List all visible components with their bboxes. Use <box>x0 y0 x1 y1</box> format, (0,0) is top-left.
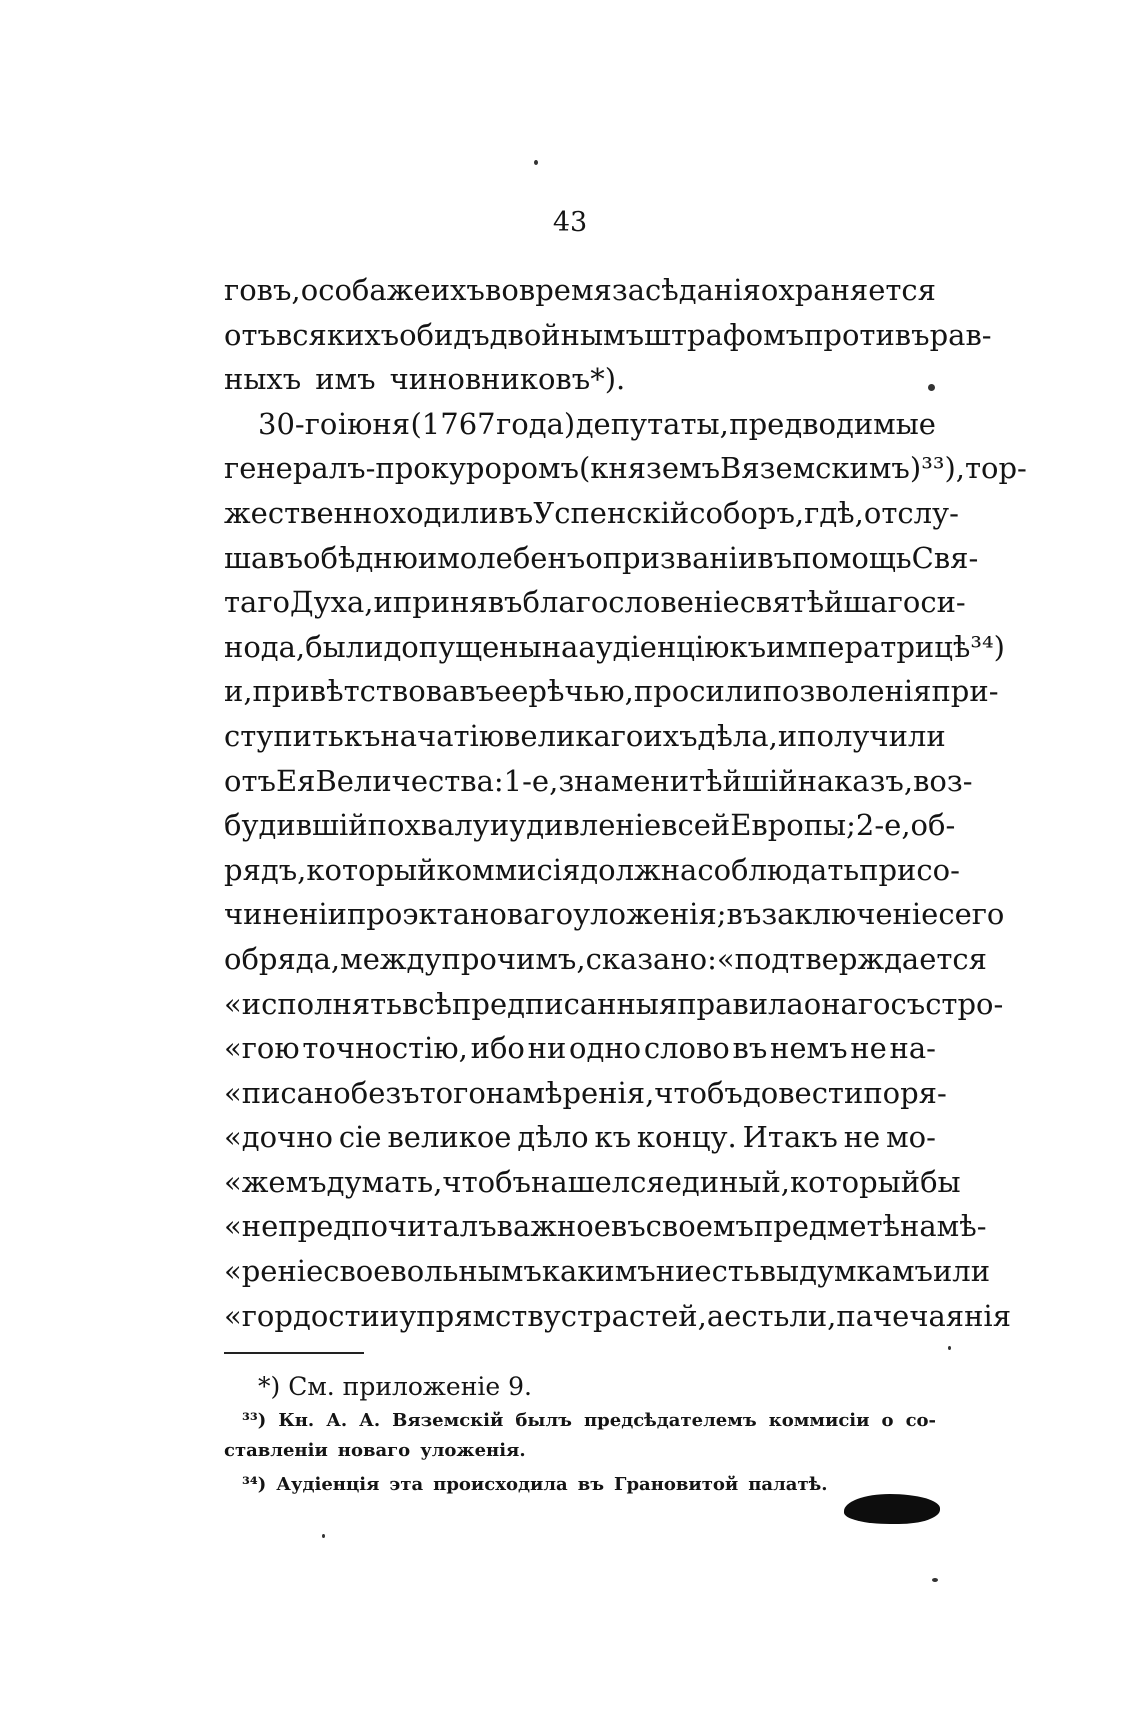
word: выдумкамъ <box>759 1254 933 1289</box>
text-line <box>224 982 1004 1027</box>
word: одно <box>569 1031 642 1066</box>
word: получили <box>797 718 946 753</box>
text-line <box>224 1204 987 1249</box>
footnote-33-line <box>224 1406 936 1436</box>
word: «дочно <box>224 1120 334 1155</box>
word: Кн. <box>278 1410 315 1431</box>
word: просили <box>633 674 763 709</box>
word: въ <box>726 897 762 932</box>
word: эта <box>389 1474 424 1495</box>
word: единый, <box>664 1164 791 1199</box>
word: шавъ <box>224 540 304 575</box>
word: нашелся <box>531 1164 665 1199</box>
word: намѣренія, <box>485 1075 655 1110</box>
word: предсѣдателемъ <box>583 1410 757 1431</box>
word: 2-е, <box>855 808 911 843</box>
word: въ <box>610 1209 646 1244</box>
word: таго <box>224 585 290 620</box>
word: будившій <box>224 808 368 843</box>
word: чтобъ <box>654 1075 743 1110</box>
word: (княземъ <box>578 451 721 486</box>
word: (1767 <box>410 406 496 441</box>
word: прочимъ, <box>441 941 586 976</box>
word: рав- <box>929 317 992 352</box>
body-text <box>224 268 1027 1338</box>
word: особа <box>300 273 387 307</box>
word: похвалу <box>367 808 490 843</box>
text-line <box>224 1026 936 1071</box>
text-line <box>224 491 959 536</box>
word: намѣ- <box>900 1209 987 1244</box>
word: онаго <box>803 986 891 1021</box>
word: коммисіи <box>768 1410 870 1431</box>
footnotes <box>224 1368 936 1500</box>
word: паче <box>836 1298 910 1333</box>
footnote-33-line <box>224 1436 936 1466</box>
text-line <box>224 402 936 447</box>
word: сказано: <box>585 941 717 976</box>
word: нода, <box>224 629 306 664</box>
word: си- <box>920 585 966 620</box>
word: чтобъ <box>442 1164 532 1199</box>
word: іюня <box>337 406 410 441</box>
word: призваніи <box>602 540 758 575</box>
word: того <box>419 1075 486 1110</box>
word: происходила <box>433 1474 568 1495</box>
word: новаго <box>470 897 574 932</box>
word: страстей, <box>560 1298 707 1333</box>
text-line <box>224 580 966 625</box>
word: засѣданія <box>611 273 761 307</box>
word: со- <box>916 852 960 887</box>
word: жественно <box>224 495 390 530</box>
word: есть <box>694 1254 760 1289</box>
word: своемъ <box>645 1209 754 1244</box>
word: А. <box>326 1410 348 1431</box>
word: палатѣ. <box>748 1474 828 1495</box>
word: А. <box>359 1410 381 1431</box>
word: къ <box>729 629 767 664</box>
word: года) <box>496 406 576 441</box>
word: ее <box>494 674 529 709</box>
word: о <box>881 1410 894 1431</box>
word: соборъ, <box>689 495 805 530</box>
word: или <box>932 1254 991 1289</box>
ink-speck <box>948 1346 951 1350</box>
ink-speck <box>928 384 935 391</box>
ink-blot <box>844 1494 940 1524</box>
word: ³³) <box>242 1410 267 1431</box>
word: чиновниковъ*). <box>389 362 626 397</box>
word: который <box>790 1164 921 1199</box>
footnote-34 <box>224 1470 936 1500</box>
word: «реніе <box>224 1254 324 1289</box>
word: думать, <box>326 1164 443 1199</box>
word: ходили <box>389 495 499 530</box>
word: обѣдню <box>303 540 418 575</box>
word: охраняется <box>760 273 936 307</box>
word: «исполнять <box>224 986 402 1021</box>
word: 30-го <box>258 406 338 441</box>
page-number: 43 <box>552 207 588 238</box>
word: удивленіе <box>509 808 662 843</box>
word: проэкта <box>346 897 470 932</box>
word: ступить <box>224 718 344 753</box>
word: Итакъ <box>742 1120 838 1155</box>
word: о <box>585 540 603 575</box>
word: Европы; <box>730 808 856 843</box>
word: ныхъ <box>224 362 302 397</box>
word: стро- <box>925 986 1004 1021</box>
word: точностію, <box>302 1031 468 1066</box>
word: рѣчью, <box>528 674 634 709</box>
word: Свя- <box>911 540 979 575</box>
text-line <box>224 446 1027 491</box>
word: Духа, <box>290 585 374 620</box>
word: къ <box>594 1120 632 1155</box>
word: мо- <box>886 1120 936 1155</box>
word: святѣйшаго <box>739 585 921 620</box>
word: ни <box>655 1254 695 1289</box>
word: концу. <box>636 1120 737 1155</box>
footnote-divider <box>224 1352 364 1354</box>
text-line <box>224 848 960 893</box>
word: привѣтствовавъ <box>252 674 495 709</box>
text-line <box>224 625 1005 670</box>
word: всѣ <box>401 986 453 1021</box>
word: соблюдать <box>697 852 860 887</box>
word: и <box>489 808 510 843</box>
text-line <box>224 937 987 982</box>
word: знаменитѣйшій <box>558 763 798 798</box>
word: уложенія; <box>573 897 727 932</box>
word: «жемъ <box>224 1164 327 1199</box>
word: и <box>373 585 393 620</box>
word: благословеніе <box>522 585 740 620</box>
word: чаянія <box>909 1298 1011 1333</box>
word: на <box>541 629 579 664</box>
word: императрицѣ³⁴) <box>766 629 1005 664</box>
word: при- <box>931 674 999 709</box>
word: сіе <box>338 1120 382 1155</box>
word: воз- <box>913 763 973 798</box>
word: довести <box>742 1075 864 1110</box>
text-line <box>224 1160 961 1205</box>
ink-speck <box>534 160 538 165</box>
word: который <box>306 852 437 887</box>
word: великаго <box>504 718 644 753</box>
word: позволенія <box>762 674 932 709</box>
word: ихъ <box>430 273 485 307</box>
word: ихъ <box>643 718 698 753</box>
word: безъ <box>350 1075 420 1110</box>
word: предпочиталъ <box>278 1209 497 1244</box>
word: Вяземскимъ)³³), <box>720 451 965 486</box>
word: дѣла, <box>697 718 778 753</box>
word: а <box>706 1298 725 1333</box>
word: ни <box>527 1031 567 1066</box>
word: Величества: <box>315 763 504 798</box>
word: какимъ <box>541 1254 656 1289</box>
text-line <box>224 892 1005 937</box>
word: молебенъ <box>437 540 586 575</box>
word: были <box>305 629 384 664</box>
ink-speck <box>322 1534 325 1538</box>
word: важное <box>496 1209 611 1244</box>
word: всей <box>661 808 731 843</box>
text-line <box>224 1115 936 1160</box>
word: отъ <box>224 317 276 352</box>
word: со- <box>905 1410 936 1431</box>
word: бы <box>920 1164 961 1199</box>
word: имъ <box>315 362 376 397</box>
word: слово <box>643 1031 730 1066</box>
word: не <box>850 1031 887 1066</box>
text-line <box>224 803 956 848</box>
text-line <box>224 669 999 714</box>
word: въ <box>757 540 793 575</box>
word: принявъ <box>392 585 523 620</box>
text-line <box>224 714 946 759</box>
word: немъ <box>770 1031 848 1066</box>
word: ставленіи <box>224 1440 328 1461</box>
word: всякихъ <box>275 317 400 352</box>
word: отъ <box>224 763 276 798</box>
word: заключеніе <box>761 897 939 932</box>
word: штрафомъ <box>644 317 805 352</box>
word: рядъ, <box>224 852 307 887</box>
word: Грановитой <box>614 1474 739 1495</box>
word: Аудіенція <box>276 1474 380 1495</box>
word: «писано <box>224 1075 351 1110</box>
word: «подтверждается <box>716 941 987 976</box>
text-line <box>224 536 979 581</box>
word: допущены <box>383 629 542 664</box>
word: не <box>843 1120 881 1155</box>
word: во <box>485 273 519 307</box>
word: предметѣ <box>753 1209 901 1244</box>
word: и, <box>224 674 253 709</box>
word: къ <box>343 718 381 753</box>
word: дѣло <box>517 1120 589 1155</box>
word: противъ <box>804 317 930 352</box>
word: Ея <box>275 763 316 798</box>
word: и <box>379 1298 400 1333</box>
word: депутаты, <box>575 406 729 441</box>
text-line <box>224 313 992 358</box>
word: естьли, <box>724 1298 837 1333</box>
text-line <box>224 268 936 313</box>
word: былъ <box>515 1410 572 1431</box>
word: генералъ-прокуроромъ <box>224 451 579 486</box>
text-line <box>224 1294 1011 1339</box>
word: и <box>777 718 798 753</box>
word: «гордости <box>224 1298 380 1333</box>
word: ³⁴) <box>242 1474 267 1495</box>
word: гдѣ, <box>804 495 864 530</box>
word: предписанныя <box>452 986 678 1021</box>
text-line <box>224 357 936 402</box>
word: въ <box>732 1031 768 1066</box>
word: предводимые <box>729 406 936 441</box>
text-line <box>224 1249 991 1294</box>
text-line <box>224 759 973 804</box>
word: при <box>859 852 917 887</box>
word: въ <box>577 1474 605 1495</box>
word: великое <box>387 1120 512 1155</box>
word: же <box>386 273 431 307</box>
word: отслу- <box>863 495 959 530</box>
word: аудіенцію <box>578 629 730 664</box>
word: ибо <box>470 1031 525 1066</box>
word: обидъ <box>399 317 490 352</box>
word: «не <box>224 1209 279 1244</box>
word: Вяземскій <box>392 1410 504 1431</box>
word: тор- <box>964 451 1027 486</box>
word: об- <box>910 808 956 843</box>
word: поря- <box>863 1075 947 1110</box>
word: на- <box>889 1031 936 1066</box>
word: Успенскій <box>533 495 690 530</box>
word: должна <box>580 852 698 887</box>
word: начатію <box>380 718 505 753</box>
word: правила <box>677 986 804 1021</box>
word: съ <box>890 986 926 1021</box>
word: между <box>340 941 442 976</box>
word: обряда, <box>224 941 341 976</box>
word: помощь <box>792 540 912 575</box>
word: сего <box>938 897 1005 932</box>
word: упрямству <box>399 1298 561 1333</box>
text-line <box>224 1071 947 1116</box>
word: двойнымъ <box>489 317 645 352</box>
word: въ <box>498 495 534 530</box>
word: чиненіи <box>224 897 347 932</box>
ink-speck <box>932 1578 938 1582</box>
word: уложенія. <box>420 1440 526 1461</box>
word: своевольнымъ <box>323 1254 542 1289</box>
word: «гою <box>224 1031 300 1066</box>
word: новаго <box>337 1440 411 1461</box>
word: наказъ, <box>797 763 914 798</box>
word: время <box>518 273 612 307</box>
word: 1-е, <box>503 763 559 798</box>
word: говъ, <box>224 273 301 307</box>
word: и <box>417 540 438 575</box>
word: коммисія <box>436 852 581 887</box>
footnote-asterisk: *) См. приложеніе 9. <box>258 1372 532 1401</box>
